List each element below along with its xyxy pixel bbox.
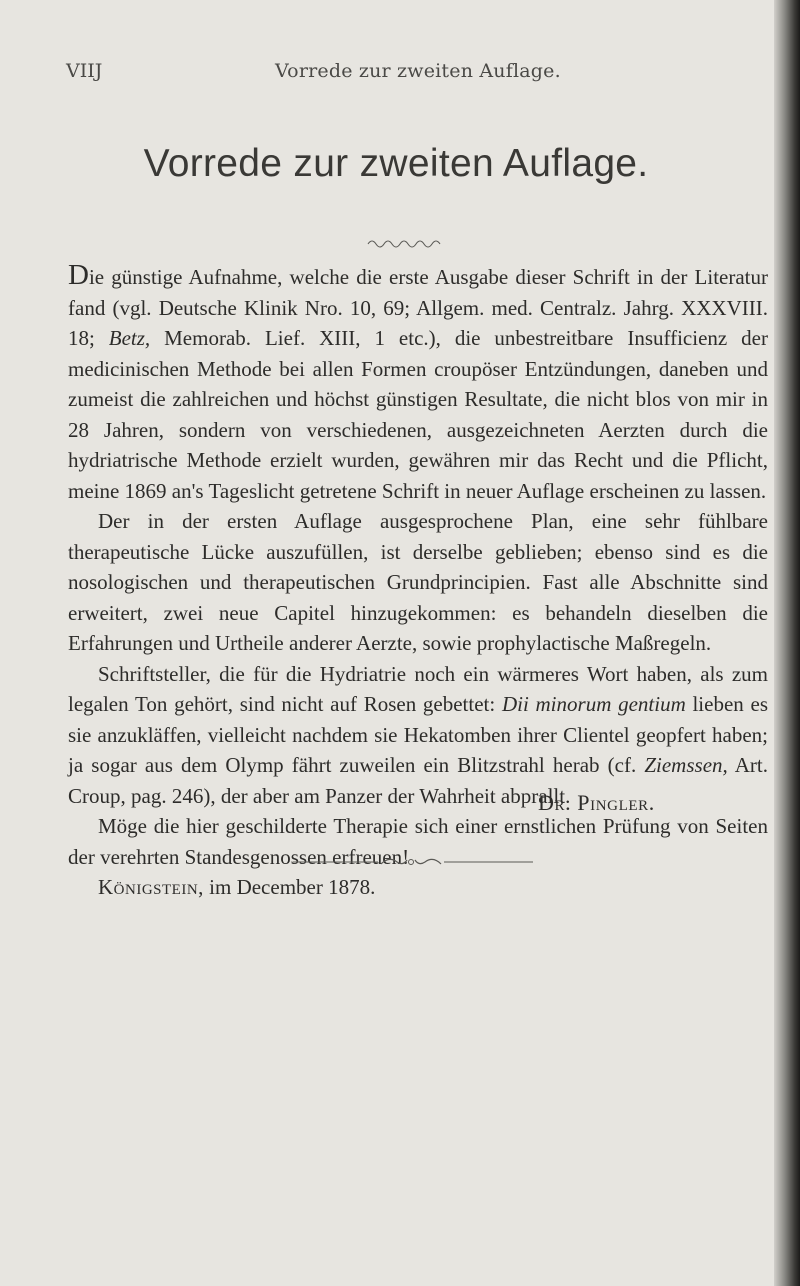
paragraph-1-text-b: Memorab. Lief. XIII, 1 etc.), die unbestreitbare Insufficienz der medicinischen Methode bei allen Formen croupöser Entzündungen, daneben und zumeist die zahlreichen und höchst günstigen Resultate, die nicht blos von mir in 28 Jahren, sondern von verschiedenen, ausgezeichneten Aerzten durch die hydriatrische Methode erzielt wurden, gewähren mir das Recht und die Pflicht, meine 1869 an's Tageslicht getretene Schrift in neuer Auflage erscheinen zu lassen. [68,326,768,503]
end-ornament-icon [293,854,533,870]
author-signature: Dr. Pingler. [538,790,655,815]
paragraph-3-text-c: Art. Croup, pag. 246), der aber am Panzer der Wahrheit abprallt. [68,753,768,808]
place-name: Königstein, [98,875,204,899]
page-number: VIIJ [66,60,103,82]
paragraph-3-text-a: Schriftsteller, die für die Hydriatrie noch ein wärmeres Wort haben, als zum legalen Ton gehört, sind nicht auf Rosen gebettet: [68,661,768,716]
running-title: Vorrede zur zweiten Auflage. [275,60,561,82]
date-text: im December 1878. [203,875,376,899]
page-title: Vorrede zur zweiten Auflage. [143,142,649,185]
latin-phrase: Dii minorum gentium [501,692,686,716]
paragraph-4: Möge die hier geschilderte Therapie sich einer ernstlichen Prüfung von Seiten der verehrten Standesgenossen erfreuen! [68,814,768,869]
paragraph-3-text-b: lieben es sie anzukläffen, vielleicht nachdem sie Hekatomben ihrer Clientel geopfert haben; ja sogar aus dem Olymp fährt zuweilen ein Blitzstrahl herab (cf. [68,692,769,777]
paragraph-1 [68,260,768,506]
paragraph-2: Der in der ersten Auflage ausgesprochene Plan, eine sehr fühlbare therapeutische Lücke auszufüllen, ist derselbe geblieben; ebenso sind es die nosologischen und therapeutischen Grundprincipien. Fast alle Abschnitte sind erweitert, zwei neue Capitel hinzugekommen: es behandeln dieselben die Erfahrungen und Urtheile anderer Aerzte, sowie prophylactische Maßregeln. [68,509,768,655]
place-date-line [68,872,768,903]
title-ornament-icon [366,236,446,248]
citation-ziemssen: Ziemssen, [644,753,728,777]
page-edge-shadow [774,0,800,1286]
preface-body [68,260,768,903]
citation-betz: Betz, [108,326,151,350]
drop-cap: D [68,259,89,291]
paragraph-3 [68,659,768,812]
running-head [0,60,800,86]
paragraph-1-text-a: ie günstige Aufnahme, welche die erste Ausgabe dieser Schrift in der Literatur fand (vgl. Deutsche Klinik Nro. 10, 69; Allgem. med. Centralz. Jahrg. XXXVIII. 18; [68,265,768,350]
